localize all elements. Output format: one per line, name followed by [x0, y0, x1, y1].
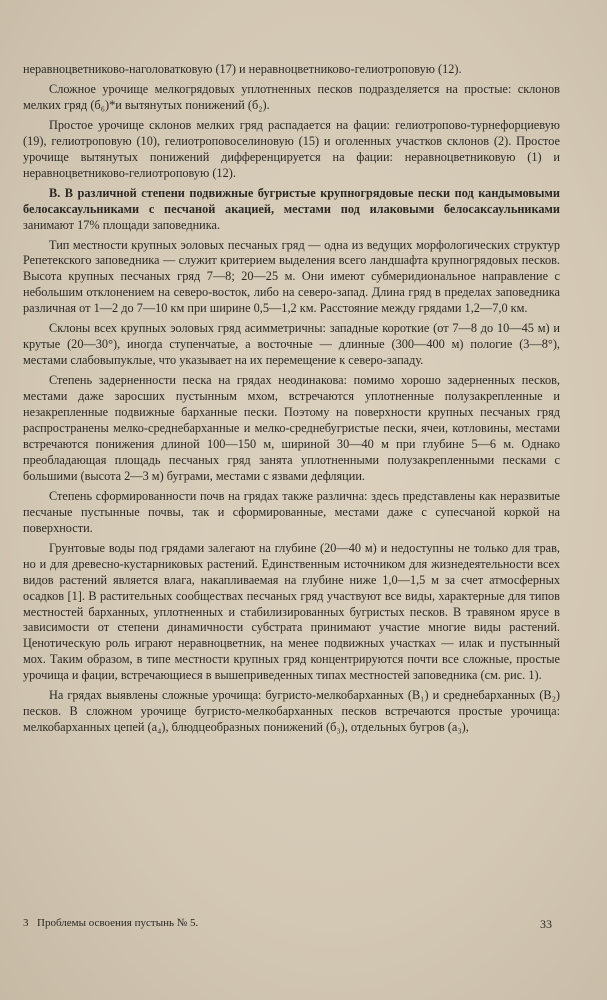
paragraph-6: Склоны всех крупных эоловых гряд асимметричны: западные короткие (от 7—8 до 10—45 м) и крутые (20—30°), иногда ступенчатые, а восточные — длинные (300—400 м) пологие (3—8°), местами слабовыпуклые, что указывает на их перемещение к северо-западу.: [23, 321, 560, 368]
paragraph-10: На грядах выявлены сложные урочища: бугристо-мелкобарханных (В₁) и среднебарханных (В₂) песков. В сложном урочище бугристо-мелкобарханных песков встречаются простые урочища: мелкобарханных цепей (а₄), блюдцеобразных понижений (б₃), отдельных бугров (а₃),: [23, 688, 560, 735]
signature-number: 3: [23, 917, 29, 929]
section-heading-bold: В. В различной степени подвижные бугристые крупногрядовые пески под кандымовыми белосаксаульниками с песчаной акацией, местами под илаковыми белосаксаульниками: [23, 185, 560, 216]
paragraph-4: [23, 186, 560, 234]
paragraph-7: Степень задерненности песка на грядах неодинакова: помимо хорошо задерненных песков, местами даже заросших пустынным мхом, встречаются уплотненные полузакрепленные и незакрепленные подвижные барханные пески. Поэтому на поверхности крупных песчаных гряд распространены мелко-среднебарханные и мелко-среднебугристые пески, ячеи, котловины, местами встречаются понижения длиной 100—150 м, шириной 30—40 м при глубине 5—6 м. Однако преобладающая площадь песчаных гряд занята уплотненными полузакрепленными песками с большими (высота 2—3 м) буграми, местами с язвами дефляции.: [23, 373, 560, 483]
main-text: [23, 62, 560, 740]
signature-text: Проблемы освоения пустынь № 5.: [37, 917, 199, 929]
page-number: 33: [540, 917, 552, 931]
paragraph-3: Простое урочище склонов мелких гряд распадается на фации: гелиотропово-турнефорциевую (19), гелиотроповую (10), гелиотроповоселиновую (15) и оголенных участков склонов (2). Простое урочище вытянутых понижений дифференцируется на фации: неравноцветниковую (1) и неравноцветниково-гелиотроповую (12).: [23, 117, 560, 180]
section-heading-rest: занимают 17% площади заповедника.: [23, 217, 221, 232]
paragraph-2: Сложное урочище мелкогрядовых уплотненных песков подразделяется на простые: склонов мелких гряд (б₆)*и вытянутых понижений (б₂).: [23, 81, 560, 112]
paragraph-5: Тип местности крупных эоловых песчаных гряд — одна из ведущих морфологических структур Репетекского заповедника — служит критерием выделения всего ландшафта крупногрядовых песков. Высота крупных песчаных гряд 7—8; 20—25 м. Они имеют субмеридиональное направление с небольшим отклонением на северо-восток, либо на северо-запад. Длина гряд в пределах заповедника различная от 1—2 до 7—10 км при ширине 0,5—1,2 км. Расстояние между грядами 1,2—7,0 км.: [23, 237, 560, 316]
paragraph-9: Грунтовые воды под грядами залегают на глубине (20—40 м) и недоступны не только для трав, но и для древесно-кустарниковых растений. Единственным источником для жизнедеятельности всех видов растений является влага, накапливаемая на глубине ниже 1,0—1,5 м за счет атмосферных осадков [1]. В растительных сообществах песчаных гряд участвуют все виды, характерные для типов местностей барханных, уплотненных и стабилизированных бугристых песков. В травяном ярусе в зависимости от степени динамичности субстрата принимают участие многие виды растений. Ценотическую роль играют неравноцветник, на менее подвижных участках — илак и пустынный мох. Таким образом, в типе местности крупных гряд концентрируются почти все сложные, простые урочища и фации, встречающиеся в вышеприведенных типах местностей заповедника (см. рис. 1).: [23, 540, 560, 683]
paragraph-8: Степень сформированности почв на грядах также различна: здесь представлены как неразвитые песчаные пустынные почвы, так и сформированные, местами даже с супесчаной коркой на поверхности.: [23, 488, 560, 535]
paragraph-1: неравноцветниково-наголоватковую (17) и неравноцветниково-гелиотроповую (12).: [23, 62, 462, 76]
